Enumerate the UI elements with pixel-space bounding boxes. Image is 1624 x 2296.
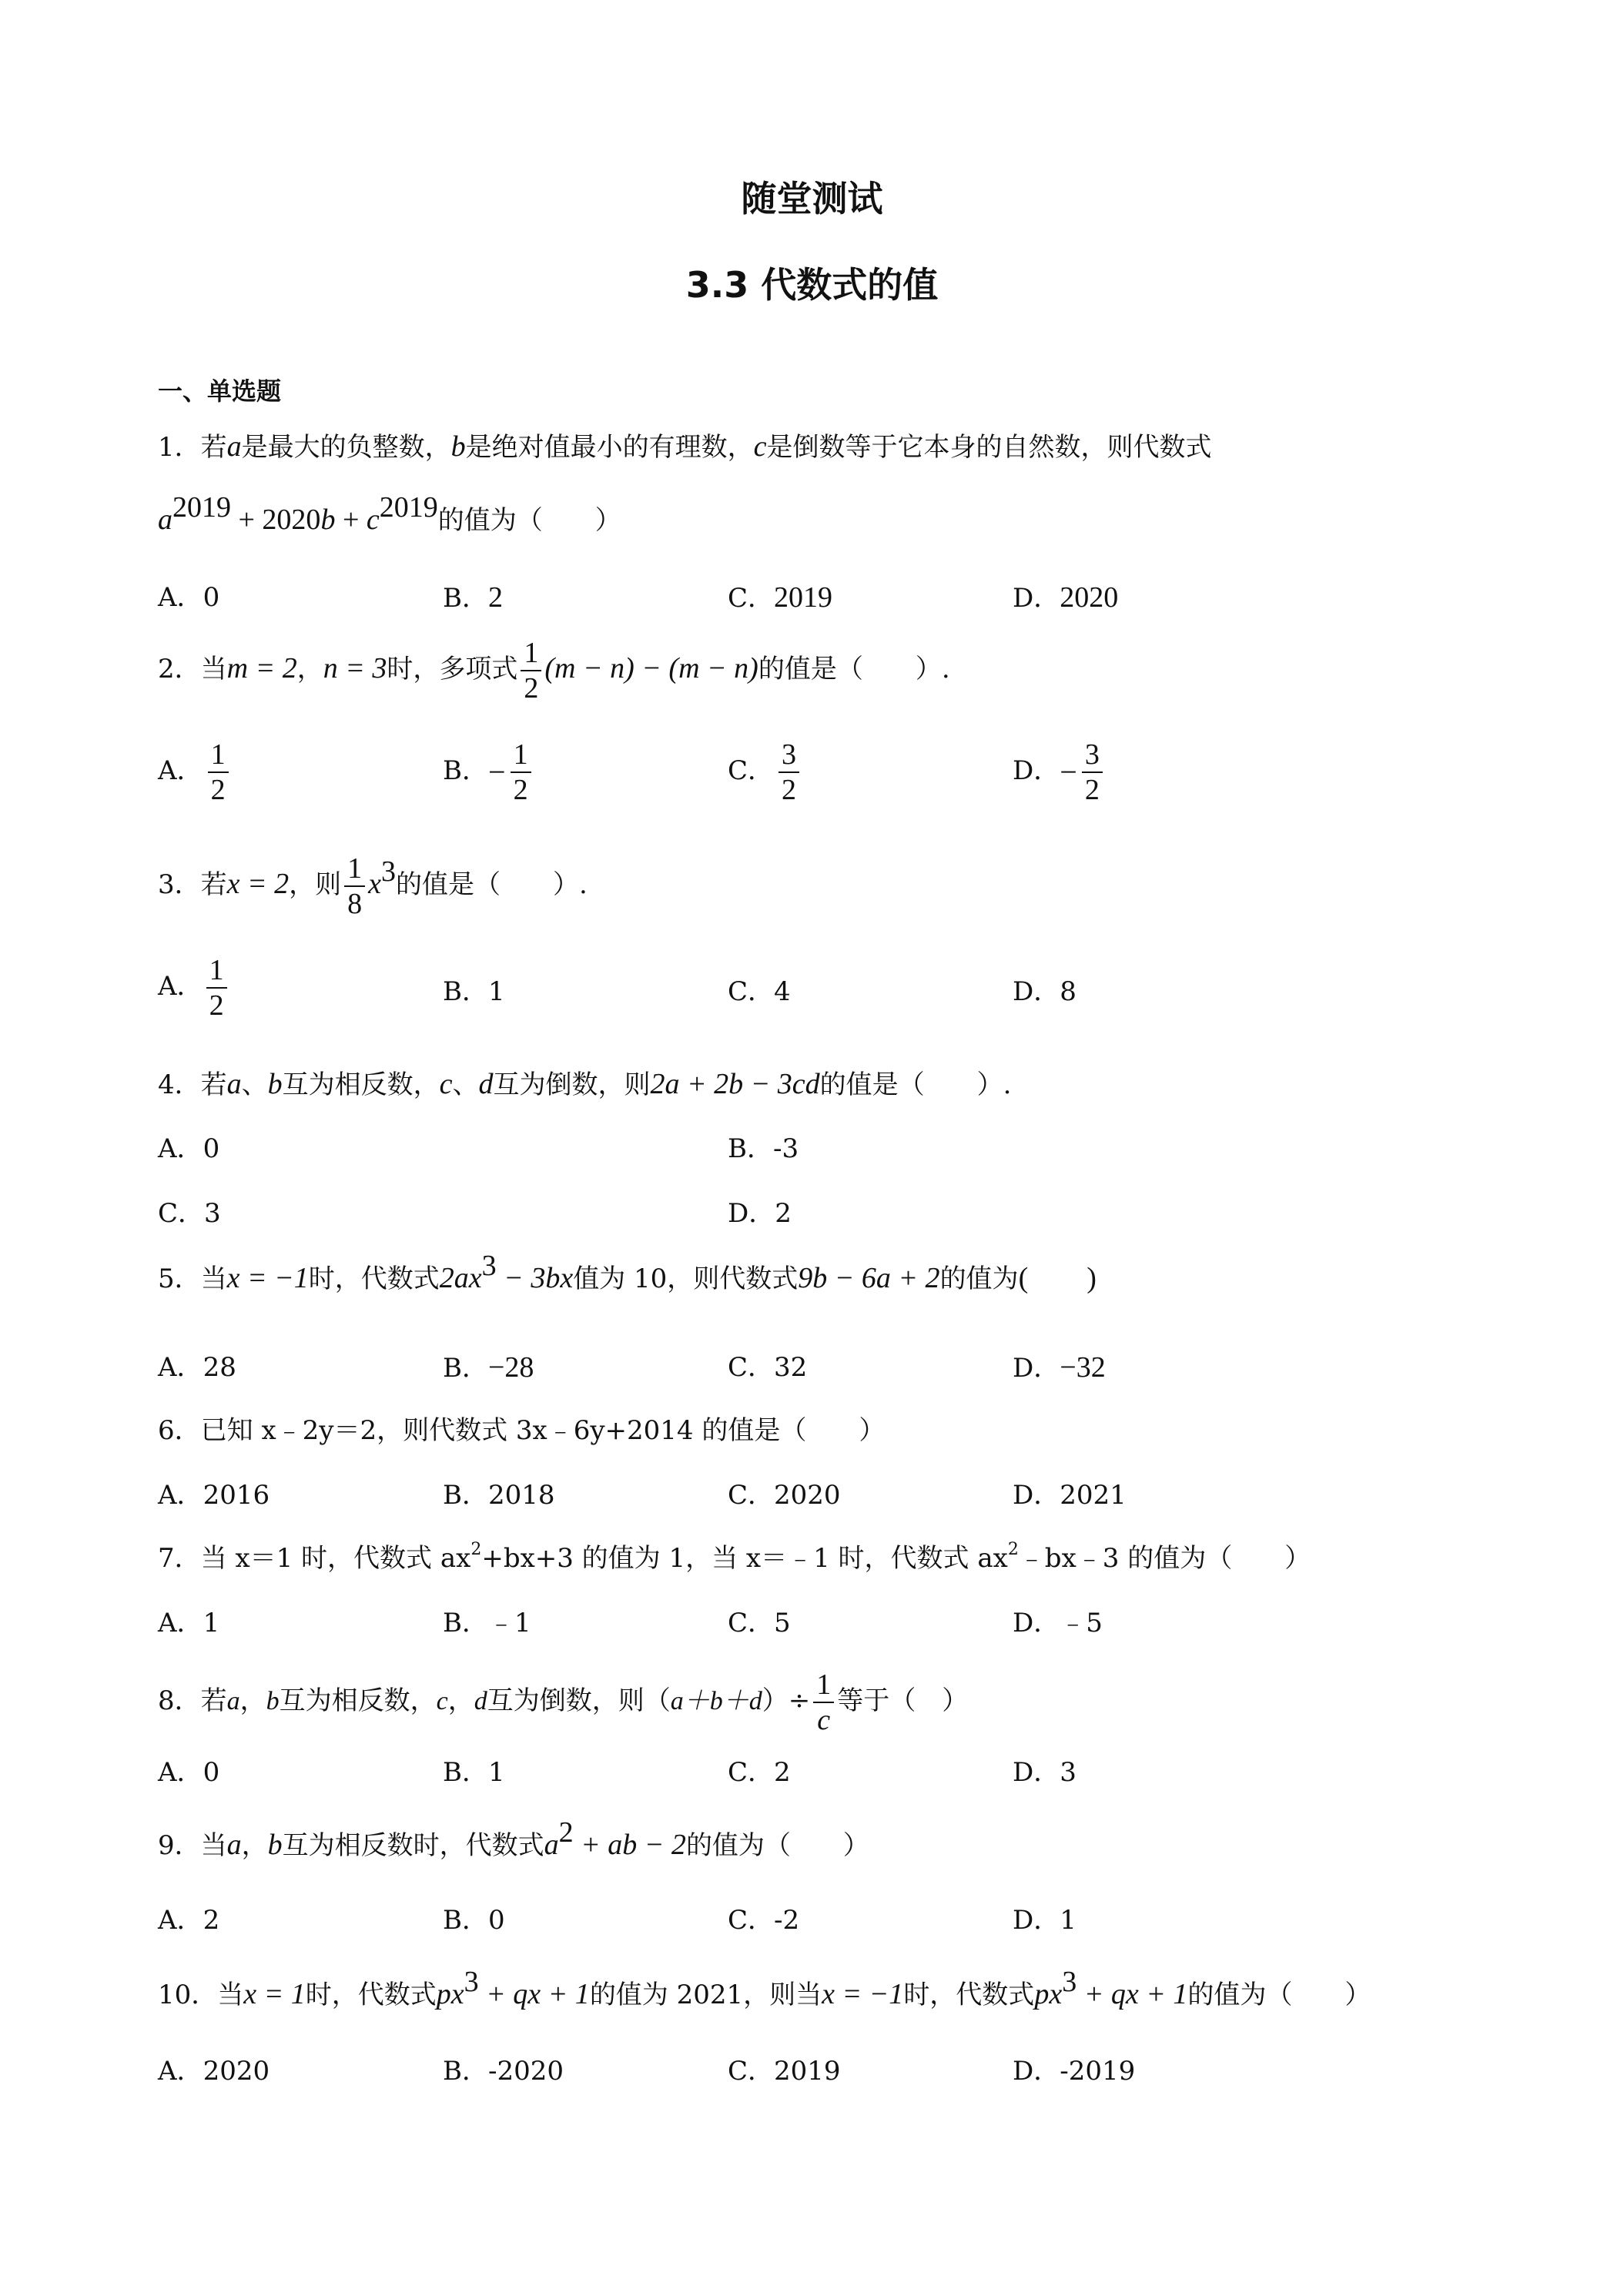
text-fragment: 2 <box>524 672 539 705</box>
text-fragment: 3 <box>1060 1757 1077 1788</box>
text-fragment: 5． <box>158 1263 201 1294</box>
text-fragment: 7． <box>158 1543 201 1574</box>
page-title: 随堂测试 <box>741 178 883 219</box>
text-fragment: 当 <box>200 1263 227 1294</box>
text-fragment: B． <box>443 1480 488 1511</box>
question-3 <box>158 853 1482 919</box>
text-fragment: 2019 <box>774 2056 841 2087</box>
text-fragment: a＋b＋d <box>670 1687 762 1715</box>
text-fragment: D． <box>1013 1353 1060 1384</box>
q1-option-c[interactable] <box>728 579 832 617</box>
question-1-expression: $a^{2019} + 2020b + c^{2019}$的值为（ ） <box>158 491 621 536</box>
q3-option-b[interactable] <box>443 973 505 1010</box>
question-2 <box>158 638 1482 704</box>
q10-option-d[interactable] <box>1013 2053 1135 2090</box>
text-fragment: 2019 <box>774 581 833 614</box>
text-fragment: 当 <box>217 1980 244 2010</box>
text-fragment: x = −1 <box>226 1262 309 1294</box>
text-fragment: B． <box>443 1905 488 1936</box>
q9-option-d[interactable] <box>1013 1902 1077 1939</box>
q7-option-c[interactable] <box>728 1605 791 1642</box>
text-fragment: B． <box>443 976 488 1007</box>
text-fragment: 1 <box>813 1669 834 1703</box>
text-fragment: D． <box>1013 755 1060 786</box>
text-fragment: 已知 x﹣2y＝2，则代数式 3x﹣6y+2014 的值是（ ） <box>200 1415 886 1446</box>
text-fragment: C． <box>728 1480 775 1511</box>
q4-option-d[interactable] <box>728 1195 792 1232</box>
text-fragment: 等于（ ） <box>837 1685 969 1716</box>
q8-option-b[interactable] <box>443 1754 505 1791</box>
text-fragment: d <box>474 1687 487 1715</box>
text-fragment: 时，代数式 <box>903 1980 1035 2010</box>
text-fragment: − <box>488 755 506 789</box>
text-fragment: 互为相反数， <box>279 1685 437 1716</box>
text-fragment: ﹣1 <box>488 1608 531 1638</box>
text-fragment: 10． <box>158 1980 218 2010</box>
text-fragment: D． <box>1013 1757 1060 1788</box>
q7-option-b[interactable] <box>443 1605 531 1642</box>
text-fragment: a <box>226 1829 242 1861</box>
page-subtitle: 3.3 代数式的值 <box>685 264 939 306</box>
text-fragment: 2020 <box>203 2056 270 2087</box>
question-8 <box>158 1669 1482 1735</box>
text-fragment: + qx + 1 <box>478 1978 590 2010</box>
text-fragment: 1 <box>344 853 365 887</box>
question-6 <box>158 1412 1482 1449</box>
text-fragment: 3 <box>779 739 799 773</box>
text-fragment: 2 <box>209 989 224 1022</box>
q5-option-b[interactable] <box>443 1349 534 1387</box>
text-fragment: D． <box>1013 583 1060 614</box>
option-fraction <box>208 739 229 805</box>
text-fragment: 3 <box>204 1198 221 1229</box>
text-fragment: b <box>266 1687 280 1715</box>
text-fragment: -2019 <box>1060 2056 1136 2087</box>
text-fragment: D． <box>1013 976 1060 1007</box>
text-fragment: 8． <box>158 1685 201 1716</box>
option-fraction <box>206 955 227 1021</box>
text-fragment: 2 <box>782 774 797 806</box>
text-fragment: 3 <box>464 1966 479 1998</box>
text-fragment: B． <box>443 1757 488 1788</box>
text-fragment: 3 <box>1082 739 1103 773</box>
option-fraction <box>511 739 531 805</box>
text-fragment: ﹣5 <box>1060 1608 1103 1638</box>
text-fragment: 2 <box>203 1905 220 1936</box>
text-fragment: 9． <box>158 1830 201 1861</box>
text-fragment: A． <box>158 582 203 613</box>
text-fragment: 互为相反数， <box>282 1069 440 1100</box>
text-fragment: px <box>436 1978 464 2010</box>
text-fragment: A． <box>158 1905 203 1936</box>
text-fragment: 、 <box>452 1069 479 1100</box>
q6-option-b[interactable] <box>443 1477 555 1514</box>
text-fragment: D． <box>1013 1905 1060 1936</box>
text-fragment: 28 <box>203 1352 236 1383</box>
q7-option-d[interactable] <box>1013 1605 1103 1642</box>
question-4 <box>158 1066 1482 1103</box>
text-fragment: 值为 10，则代数式 <box>573 1263 799 1294</box>
text-fragment: D． <box>728 1198 775 1229</box>
text-fragment: 的值是（ ）. <box>819 1069 1012 1100</box>
text-fragment: 2 <box>1007 1540 1019 1559</box>
text-fragment: ， <box>239 1685 266 1716</box>
text-fragment: 8 <box>1060 976 1077 1007</box>
text-fragment: + qx + 1 <box>1077 1978 1188 2010</box>
text-fragment: 4． <box>158 1069 201 1100</box>
text-fragment: b <box>267 1068 283 1100</box>
q5-option-d[interactable] <box>1013 1349 1106 1387</box>
text-fragment: C． <box>728 583 775 614</box>
q6-option-c[interactable] <box>728 1477 841 1514</box>
text-fragment: -2020 <box>488 2056 564 2087</box>
text-fragment: B． <box>443 1608 488 1638</box>
q3-option-c[interactable] <box>728 973 791 1010</box>
text-fragment: 0 <box>203 582 220 613</box>
text-fragment: 32 <box>774 1352 808 1383</box>
q6-option-a[interactable] <box>158 1477 270 1514</box>
text-fragment: B． <box>443 583 488 614</box>
option-fraction <box>1082 739 1103 805</box>
text-fragment: − 3bx <box>496 1262 574 1294</box>
text-fragment: 8 <box>347 888 363 920</box>
q7-option-a[interactable] <box>158 1605 219 1642</box>
text-fragment: ( ) <box>1018 1262 1097 1294</box>
text-fragment: 的值是（ ）. <box>396 869 588 900</box>
text-fragment: 2 <box>774 1757 791 1788</box>
text-fragment: 若 <box>200 1069 227 1100</box>
text-fragment: n = 3 <box>323 652 387 684</box>
text-fragment: 2． <box>158 654 201 684</box>
text-fragment: A． <box>158 1757 203 1788</box>
text-fragment: A． <box>158 971 203 1002</box>
q9-option-b[interactable] <box>443 1902 505 1939</box>
q3-option-d[interactable] <box>1013 973 1077 1010</box>
text-fragment: 3 <box>381 855 397 888</box>
text-fragment: C． <box>728 1757 775 1788</box>
text-fragment: 3． <box>158 869 201 900</box>
q6-option-d[interactable] <box>1013 1477 1127 1514</box>
text-fragment: ）÷ <box>762 1685 811 1716</box>
text-fragment: C． <box>728 1905 775 1936</box>
text-fragment: ﹣bx﹣3 的值为（ ） <box>1018 1543 1311 1574</box>
q3-fraction <box>344 853 365 919</box>
question-5 <box>158 1250 1482 1297</box>
text-fragment: 的值是（ ）. <box>758 654 950 684</box>
q4-option-a[interactable] <box>158 1130 219 1167</box>
text-fragment: px <box>1034 1978 1063 2010</box>
text-fragment: A． <box>158 1133 203 1164</box>
q2-fraction <box>521 638 541 704</box>
text-fragment: 3 <box>481 1250 497 1282</box>
q9-option-a[interactable] <box>158 1902 219 1939</box>
q2-option-a[interactable] <box>158 739 232 805</box>
text-fragment: 6． <box>158 1415 201 1446</box>
text-fragment: 1 <box>511 739 531 773</box>
text-fragment: a <box>226 1068 242 1100</box>
text-fragment: x = 1 <box>243 1978 306 2010</box>
question-10 <box>158 1966 1482 2013</box>
text-fragment: ， <box>241 1830 268 1861</box>
text-fragment: A． <box>158 1608 203 1638</box>
text-fragment: 、 <box>241 1069 268 1100</box>
text-fragment: 当 <box>200 654 227 684</box>
text-fragment: D． <box>1013 2056 1060 2087</box>
text-fragment: C． <box>728 1352 775 1383</box>
text-fragment: -3 <box>773 1133 799 1164</box>
text-fragment: +bx+3 的值为 1，当 x＝﹣1 时，代数式 ax <box>481 1543 1008 1574</box>
text-fragment: 1 <box>1060 1905 1077 1936</box>
text-fragment: −28 <box>488 1351 534 1384</box>
text-fragment: 2020 <box>1060 581 1119 614</box>
text-fragment: −32 <box>1060 1351 1106 1384</box>
text-fragment: 2018 <box>488 1480 555 1511</box>
text-fragment: 时，代数式 <box>305 1980 437 2010</box>
text-fragment: + ab − 2 <box>573 1829 686 1861</box>
text-fragment: 9b − 6a + 2 <box>798 1262 940 1294</box>
q4-option-c[interactable] <box>158 1195 221 1232</box>
text-fragment: D． <box>1013 1480 1060 1511</box>
text-fragment: 2 <box>210 774 226 806</box>
text-fragment: 4 <box>774 976 791 1007</box>
text-fragment: x <box>368 868 382 900</box>
text-fragment: -2 <box>774 1905 800 1936</box>
text-fragment: 的值为（ ） <box>685 1830 869 1861</box>
text-fragment: C． <box>158 1198 205 1229</box>
text-fragment: x = −1 <box>822 1978 904 2010</box>
text-fragment: B． <box>443 1353 488 1384</box>
text-fragment: 的值为（ ） <box>1187 1980 1371 2010</box>
q2-option-d[interactable] <box>1013 739 1106 805</box>
text-fragment: 若 <box>200 869 227 900</box>
text-fragment: ， <box>296 654 323 684</box>
text-fragment: 3 <box>1062 1966 1077 1998</box>
text-fragment: B． <box>728 1133 773 1164</box>
text-fragment: c <box>817 1704 831 1736</box>
text-fragment: 时，代数式 <box>308 1263 440 1294</box>
q1-option-b[interactable] <box>443 579 503 617</box>
q5-option-c[interactable] <box>728 1349 807 1386</box>
text-fragment: C． <box>728 755 775 786</box>
text-fragment: 2 <box>513 774 528 806</box>
text-fragment: 1 <box>206 955 227 989</box>
q10-option-c[interactable] <box>728 2053 841 2090</box>
text-fragment: 0 <box>203 1757 220 1788</box>
text-fragment: A． <box>158 1480 203 1511</box>
q10-option-a[interactable] <box>158 2053 270 2090</box>
text-fragment: 2 <box>488 581 503 614</box>
text-fragment: 2 <box>1084 774 1100 806</box>
text-fragment: c <box>436 1687 448 1715</box>
text-fragment: 互为倒数，则 <box>493 1069 651 1100</box>
text-fragment: 0 <box>488 1905 505 1936</box>
text-fragment: 0 <box>203 1133 220 1164</box>
question-9 <box>158 1816 1482 1864</box>
text-fragment: 当 x＝1 时，代数式 ax <box>200 1543 471 1574</box>
text-fragment: 时，多项式 <box>387 654 518 684</box>
text-fragment: A． <box>158 755 203 786</box>
text-fragment: a <box>226 1687 240 1715</box>
q9-option-c[interactable] <box>728 1902 799 1939</box>
text-fragment: b <box>267 1829 283 1861</box>
text-fragment: 2 <box>775 1198 792 1229</box>
question-1: 1．若a是最大的负整数，b是绝对值最小的有理数，c是倒数等于它本身的自然数，则代数式 <box>158 430 1212 463</box>
text-fragment: 1 <box>488 1757 505 1788</box>
text-fragment: 2ax <box>439 1262 482 1294</box>
text-fragment: ，则 <box>289 869 342 900</box>
text-fragment: x = 2 <box>226 868 290 900</box>
text-fragment: 1 <box>203 1608 220 1638</box>
text-fragment: 2a + 2b − 3cd <box>650 1068 820 1100</box>
text-fragment: (m − n) − (m − n) <box>544 652 758 684</box>
q8-fraction <box>813 1669 834 1735</box>
q1-option-d[interactable] <box>1013 579 1118 617</box>
text-fragment: 若 <box>200 1685 227 1716</box>
question-7 <box>158 1540 1482 1577</box>
text-fragment: 1 <box>208 739 229 773</box>
text-fragment: C． <box>728 1608 775 1638</box>
text-fragment: c <box>439 1068 453 1100</box>
text-fragment: 当 <box>200 1830 227 1861</box>
text-fragment: 5 <box>774 1608 791 1638</box>
q3-option-a[interactable] <box>158 955 230 1021</box>
text-fragment: 1 <box>488 976 505 1007</box>
q10-option-b[interactable] <box>443 2053 564 2090</box>
text-fragment: 互为倒数，则（ <box>487 1685 671 1716</box>
text-fragment: A． <box>158 1352 203 1383</box>
text-fragment: a <box>544 1829 559 1861</box>
text-fragment: 的值为 2021，则当 <box>589 1980 822 2010</box>
text-fragment: ， <box>447 1685 474 1716</box>
text-fragment: − <box>1060 755 1077 789</box>
text-fragment: 的值为 <box>939 1263 1019 1294</box>
q8-option-c[interactable] <box>728 1754 791 1791</box>
text-fragment: d <box>478 1068 494 1100</box>
q1-option-a[interactable] <box>158 579 219 616</box>
text-fragment: A． <box>158 2056 203 2087</box>
text-fragment: 2 <box>470 1540 482 1559</box>
text-fragment: C． <box>728 2056 775 2087</box>
text-fragment: B． <box>443 755 488 786</box>
text-fragment: 2020 <box>774 1480 841 1511</box>
text-fragment: B． <box>443 2056 488 2087</box>
option-fraction <box>779 739 799 805</box>
text-fragment: 1 <box>521 638 541 671</box>
section-heading: 一、单选题 <box>158 377 282 406</box>
q2-option-b[interactable] <box>443 739 534 805</box>
text-fragment: 2 <box>558 1816 574 1849</box>
q8-option-a[interactable] <box>158 1754 219 1791</box>
text-fragment: D． <box>1013 1608 1060 1638</box>
q8-option-d[interactable] <box>1013 1754 1077 1791</box>
text-fragment: C． <box>728 976 775 1007</box>
q4-option-b[interactable] <box>728 1130 799 1167</box>
text-fragment: 2021 <box>1060 1480 1127 1511</box>
text-fragment: m = 2 <box>226 652 297 684</box>
text-fragment: 2016 <box>203 1480 270 1511</box>
q2-option-c[interactable] <box>728 739 802 805</box>
q5-option-a[interactable] <box>158 1349 236 1386</box>
text-fragment: 互为相反数时，代数式 <box>282 1830 544 1861</box>
